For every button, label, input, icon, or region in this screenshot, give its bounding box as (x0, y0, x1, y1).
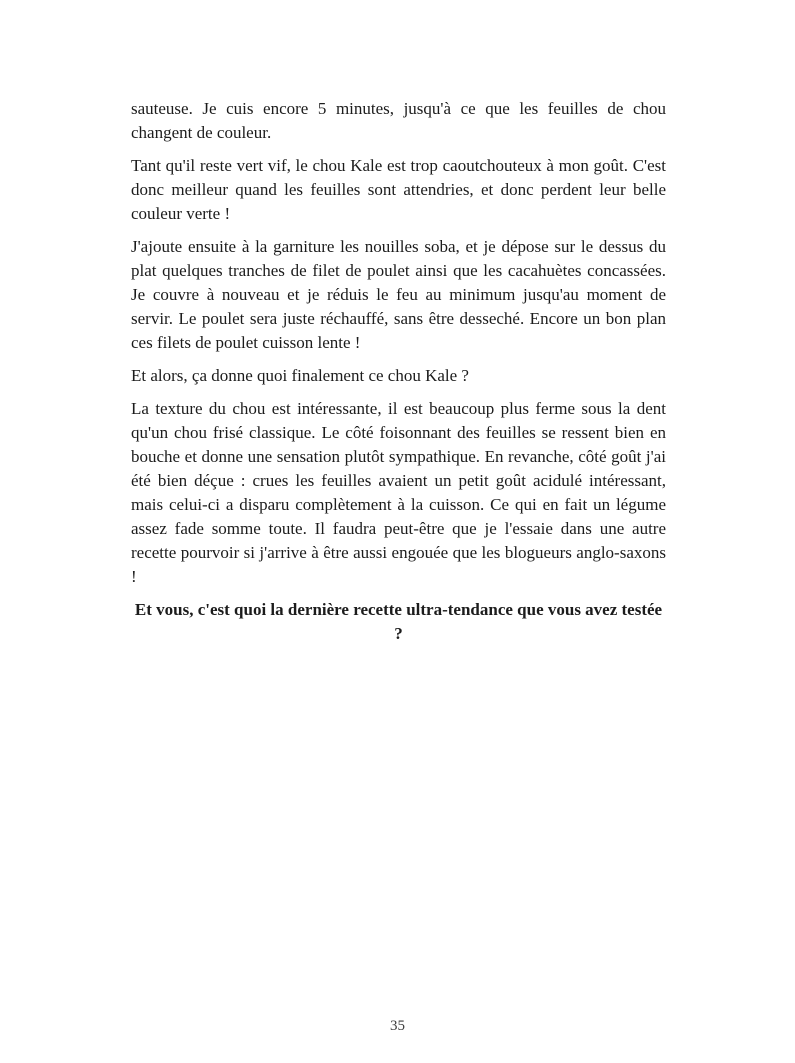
paragraph-kale-texture-note: Tant qu'il reste vert vif, le chou Kale est trop caoutchouteux à mon goût. C'est donc meilleur quand les feuilles sont attendries, et donc perdent leur belle couleur verte ! (131, 156, 666, 223)
paragraph-soba-assembly: J'ajoute ensuite à la garniture les nouilles soba, et je dépose sur le dessus du plat quelques tranches de filet de poulet ainsi que les cacahuètes concassées. Je couvre à nouveau et je réduis le feu au minimum jusqu'au moment de servir. Le poulet sera juste réchauffé, sans être desseché. Encore un bon plan ces filets de poulet cuisson lente ! (131, 237, 666, 352)
paragraph-tasting-verdict: La texture du chou est intéressante, il est beaucoup plus ferme sous la dent qu'un chou frisé classique. Le côté foisonnant des feuilles se ressent bien en bouche et donne une sensation plutôt sympathique. En revanche, côté goût j'ai été bien déçue : crues les feuilles avaient un petit goût acidulé intéressant, mais celui-ci a disparu complètement à la cuisson. Ce qui en fait un légume assez fade somme toute. Il faudra peut-être que je l'essaie dans une autre recette pourvoir si j'arrive à être aussi engouée que les blogueurs anglo-saxons ! (131, 399, 666, 586)
paragraph-cooking-end: sauteuse. Je cuis encore 5 minutes, jusqu'à ce que les feuilles de chou changent de couleur. (131, 99, 666, 142)
closing-question: Et vous, c'est quoi la dernière recette ultra-tendance que vous avez testée ? (134, 600, 663, 643)
paragraph-question-kale: Et alors, ça donne quoi finalement ce chou Kale ? (131, 366, 469, 385)
article-body (131, 97, 666, 655)
page-number: 35 (390, 1018, 405, 1034)
